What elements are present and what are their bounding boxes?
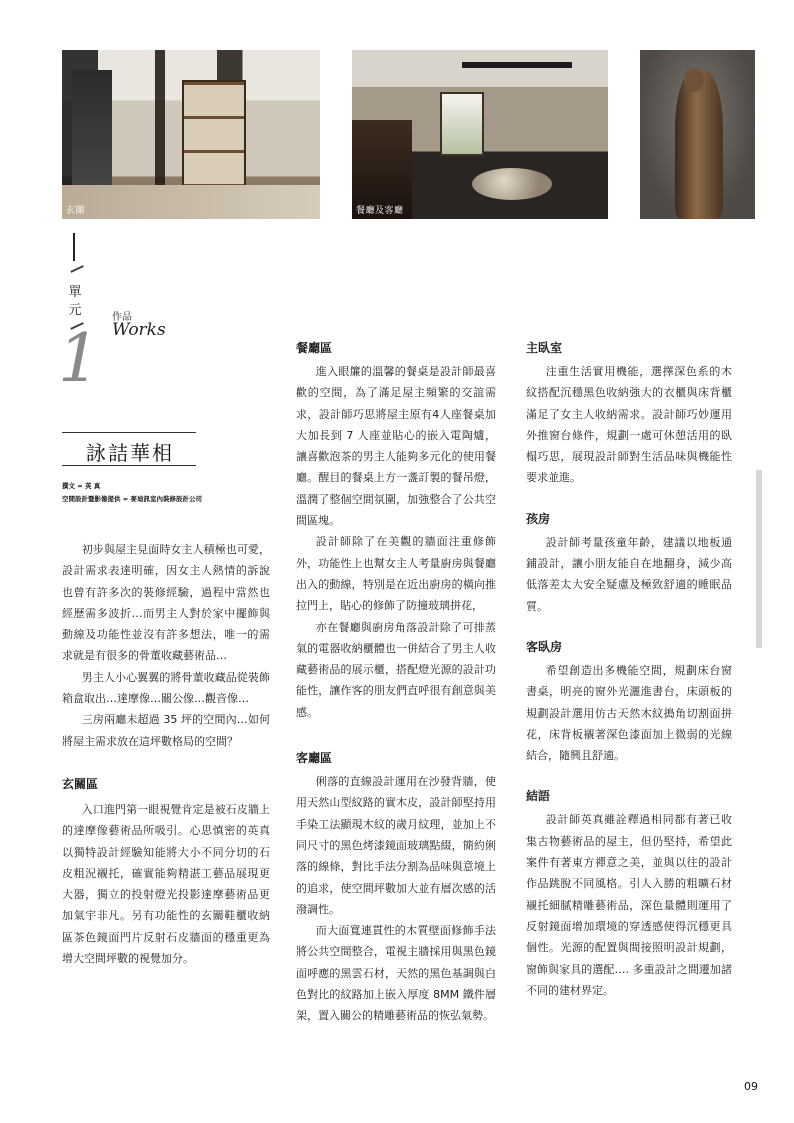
photo-entrance	[62, 50, 320, 219]
entry-paragraph: 入口進門第一眼視覺肯定是被石皮牆上的達摩像藝術品所吸引。心思慎密的英真以獨特設計經驗知能將大小不同分切的石皮粗況襯托，確實能夠精湛工藝品展現更大器，獨立的投射燈光投影達摩藝術品更加氣宇非凡。另有功能性的玄關鞋櫃收納區茶色鏡面門片反射石皮牆面的穩重更為增大空間坪數的視覺加分。	[62, 802, 270, 966]
works-label-small: 作品	[112, 312, 132, 323]
photo-window	[440, 92, 484, 156]
photo-statue	[640, 50, 755, 219]
living-paragraph: 而大面寬連貫性的木質壁面修飾手法將公共空間整合，電視主牆採用與黑色鏡面呼應的黑雲石材，天然的黑色基調與白色對比的紋路加上嵌入厚度 8MM 鐵件層架，置入關公的精雕藝術品的恢弘氣勢。	[296, 924, 496, 1023]
master-bedroom-heading: 主臥室	[526, 341, 563, 355]
article-title: 詠詰華相	[86, 441, 174, 465]
guest-room-heading: 客臥房	[526, 639, 563, 654]
page-number: 09	[744, 1080, 758, 1093]
unit-number: 1	[58, 320, 100, 397]
photo-stone-table	[472, 168, 552, 200]
entry-heading: 玄關區	[62, 776, 99, 791]
unit-label-char: 元	[68, 303, 82, 318]
unit-bar	[73, 233, 75, 261]
side-tab-marker	[756, 470, 762, 648]
living-paragraph: 俐落的直線設計運用在沙發背牆，使用天然山型紋路的實木皮，設計師堅持用手染工法顯現木紋的歲月紋理，並加上不同尺寸的黑色烤漆鏡面玻璃點綴，簡約俐落的線條，對比手法分割為品味與意境上的追求，使空間坪數加大並有層次感的活潑調性。	[296, 775, 496, 916]
conclusion-paragraph: 設計師英真雖詮釋過相同都有著已收集古物藝術品的屋主，但仍堅持，希望此案件有著東方禪意之美，並與以往的設計作品跳脫不同風格。引人入勝的粗曠石材襯托細膩精雕藝術品，深色量體則運用了反射鏡面增加環境的穿透感使得沉穩更具個性。光源的配置與間接照明設計規劃，窗飾與家具的選配…. 多重設計之間遷加諸不同的建材界定。	[526, 813, 732, 997]
photo-statue-figure	[675, 70, 723, 219]
guest-room-paragraph: 希望創造出多機能空間，規劃床台窗書桌，明亮的窗外光灑進書台，床頭板的規劃設計選用仿古天然木紋搗角切割面拼花，床背板襯著深色漆面加上微弱的光線結合，隨興且舒適。	[526, 663, 732, 763]
dining-heading: 餐廳區	[296, 341, 333, 355]
photo-statue-head	[684, 68, 704, 92]
credit-writer: 撰文 = 英 真	[62, 482, 101, 490]
column-2	[296, 338, 496, 1027]
column-3	[526, 338, 732, 1001]
photo-caption-entrance: 玄關	[66, 206, 86, 216]
works-label-big: Works	[112, 320, 166, 340]
kids-room-heading: 孩房	[526, 511, 551, 526]
unit-label-char: 單	[68, 285, 82, 300]
photo-pendant-lamp	[462, 62, 572, 68]
master-bedroom-paragraph: 注重生活實用機能，選擇深色系的木紋搭配沉穩黑色收納強大的衣櫃與床背櫃滿足了女主人收納需求。設計師巧妙運用外推窗台條件，規劃一處可休憩活用的臥榻巧思，展現設計師對生活品味與機能性要求並進。	[526, 365, 732, 485]
unit-label	[66, 284, 84, 320]
intro-paragraph: 男主人小心翼翼的將骨董收藏品從裝飾箱盒取出…達摩像…關公像…觀音像…	[62, 670, 270, 706]
intro-paragraph: 初步與屋主見面時女主人積極也可愛，設計需求表達明確，因女主人熱情的訴說也曾有許多次的裝修經驗，過程中當然也經歷需多波折…而男主人對於家中擺飾與動線及功能性並沒有許多想法，唯一的需求就是有很多的骨董收藏藝術品…	[62, 543, 270, 663]
column-1	[62, 539, 270, 969]
kids-room-paragraph: 設計師考量孩童年齡，建議以地板通鋪設計，讓小朋友能自在地翻身，減少高低落差太大安全疑慮及極致舒適的睡眠品質。	[526, 535, 732, 613]
conclusion-heading: 結語	[526, 789, 551, 804]
living-heading: 客廳區	[296, 751, 333, 766]
photo-caption-dining: 餐廳及客廳	[356, 206, 404, 216]
credit-design: 空間設計暨影像提供 = 麥迪訊室內裝修設計公司	[62, 495, 202, 503]
dining-paragraph: 亦在餐廳與廚房角落設計除了可排蒸氣的電器收納櫃體也一併結合了男主人收藏藝術品的展示櫃，搭配燈光源的設計功能性，讓作客的朋友們直呼很有創意與美感。	[296, 620, 496, 719]
title-rule-top	[62, 432, 196, 433]
photo-dining-living	[352, 50, 608, 219]
dining-paragraph: 設計師除了在美觀的牆面注重修飾外，功能性上也幫女主人考量廚房與餐廳出入的動線，特別是在近出廚房的橫向推拉門上，貼心的修飾了防撞玻璃拼花，	[296, 535, 496, 613]
dining-paragraph: 進入眼簾的溫馨的餐桌是設計師最喜歡的空間，為了滿足屋主頻繁的交誼需求，設計師巧思將屋主原有4人座餐桌加大加長到 7 人座並貼心的嵌入電陶爐，讓喜歡泡茶的男主人能夠多元化的使用餐廳。醒目的餐桌上方一盞訂製的餐吊燈，溫潤了整個空間氛圍，加強整合了公共空間區塊。	[296, 365, 496, 528]
title-rule-bottom	[62, 465, 196, 466]
intro-paragraph: 三房兩廳未超過 35 坪的空間內…如何將屋主需求放在這坪數格局的空間？	[62, 713, 270, 748]
photo-floor	[62, 185, 320, 219]
unit-slash-top	[70, 265, 83, 272]
